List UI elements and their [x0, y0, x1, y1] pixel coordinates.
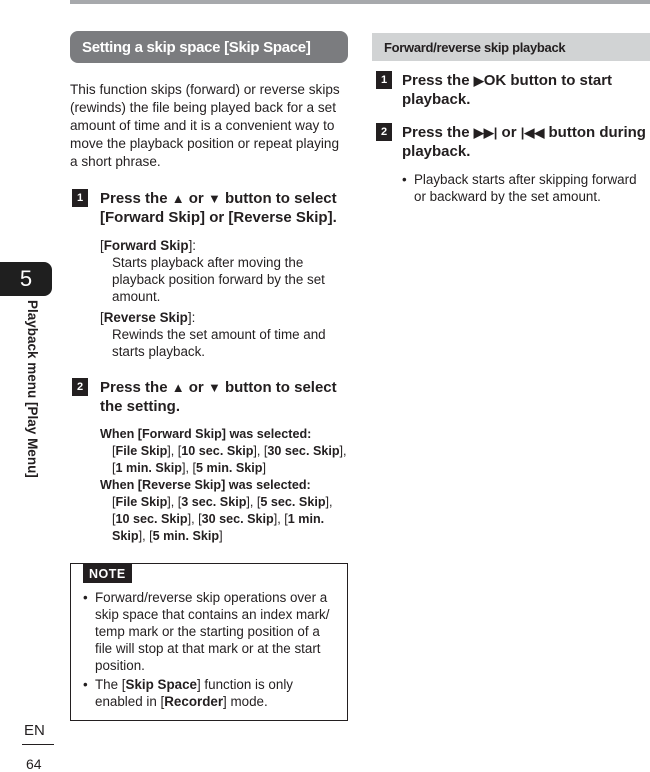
section-heading-right: Forward/reverse skip playback [372, 33, 650, 61]
term: Forward Skip [103, 238, 189, 253]
top-rule [70, 0, 650, 4]
text: ]. [327, 209, 337, 226]
term: Skip Space [125, 677, 197, 692]
option: 10 sec. Skip [181, 444, 254, 458]
option: 5 min. Skip [196, 461, 263, 475]
forward-skip-options: When [Forward Skip] was selected: [File Skip], [10 sec. Skip], [30 sec. Skip], [1 min. Skip], [5 min. Skip] When [Reverse Skip] was selected: [File Skip], [3 sec. Skip], [5 sec. Skip], [10 sec. Skip], [30 sec. Skip], [1 min. Skip], [5 min. Skip] [100, 427, 347, 543]
option: File Skip [115, 495, 168, 509]
term: Forward Skip [141, 427, 222, 441]
option: 1 min. Skip [112, 512, 325, 543]
option-reverse-skip: Reverse Skip [233, 209, 328, 226]
option-forward-skip: Forward Skip [105, 209, 201, 226]
text: or [497, 124, 521, 141]
step-title [100, 189, 348, 227]
note-list [81, 589, 337, 710]
right-step-1 [372, 71, 650, 109]
text: [ [100, 238, 104, 253]
option: File Skip [115, 444, 168, 458]
definition-reverse-skip [100, 309, 348, 360]
note-label: NOTE [83, 564, 132, 583]
intro-paragraph: This function skips (forward) or reverse skips (rewinds) the file being played back for a set amount of time and it is a convenient way to move the playback position or repeat playing a short phrase. [70, 82, 340, 169]
up-arrow-icon: ▲ [171, 191, 185, 206]
step-number: 2 [376, 123, 392, 141]
term: Reverse Skip [141, 478, 222, 492]
text: [ [100, 310, 104, 325]
text: button to start playback. [402, 72, 613, 108]
text: When [ [100, 478, 142, 492]
text: ]: [188, 238, 197, 253]
text: When [ [100, 427, 142, 441]
text: Press the [100, 190, 172, 207]
option: 5 min. Skip [152, 529, 220, 543]
option: 30 sec. Skip [267, 444, 340, 458]
option: 30 sec. Skip [201, 512, 274, 526]
text: or [184, 190, 208, 207]
text: button to select the setting. [100, 379, 337, 415]
definition-forward-skip [100, 237, 348, 305]
play-icon: ▶ [473, 73, 484, 88]
right-column [372, 33, 650, 205]
definition-text: Rewinds the set amount of time and starts playback. [112, 327, 326, 359]
bullet-item: • Playback starts after skipping forward or backward by the set amount. [402, 171, 650, 205]
option: 10 sec. Skip [115, 512, 188, 526]
text: The [ [95, 677, 126, 692]
rewind-icon: |◀◀ [520, 125, 545, 140]
text: Press the [100, 379, 172, 396]
term: Reverse Skip [103, 310, 188, 325]
definition-text: Starts playback after moving the playback position forward by the set amount. [112, 255, 325, 304]
option: 5 sec. Skip [260, 495, 326, 509]
right-step-2 [372, 123, 650, 205]
step-number: 1 [72, 189, 88, 207]
text: ] function is only enabled in [ [95, 677, 293, 709]
side-section-title: Playback menu [Play Menu] [25, 300, 40, 478]
step-title [402, 123, 650, 161]
step-title [402, 71, 650, 109]
step-number: 2 [72, 378, 88, 396]
note-item [81, 676, 337, 710]
side-title-wrap [26, 300, 46, 600]
language-label: EN [24, 722, 45, 739]
step-title [100, 378, 348, 416]
chapter-number: 5 [19, 266, 33, 291]
step-number: 1 [376, 71, 392, 89]
text: ]: [187, 310, 196, 325]
option: 3 sec. Skip [181, 495, 247, 509]
chapter-tab[interactable] [0, 262, 52, 296]
section-heading: Setting a skip space [Skip Space] [70, 31, 348, 63]
text: button to select [ [100, 190, 337, 226]
text: Press the [402, 72, 474, 89]
page-number: 64 [26, 756, 42, 772]
down-arrow-icon: ▼ [207, 191, 221, 206]
text: ] or [ [200, 209, 234, 226]
note-box [70, 563, 348, 721]
step-2 [70, 378, 348, 545]
up-arrow-icon: ▲ [171, 380, 185, 395]
text: Press the [402, 124, 474, 141]
text: ] mode. [223, 694, 268, 709]
fast-forward-icon: ▶▶| [473, 125, 498, 140]
text: button during playback. [402, 124, 646, 160]
text: ] was selected: [221, 478, 311, 492]
option: 1 min. Skip [115, 461, 182, 475]
ok-label: OK [483, 72, 507, 89]
down-arrow-icon: ▼ [207, 380, 221, 395]
text: ] was selected: [221, 427, 312, 441]
note-item: • Forward/reverse skip operations over a skip space that contains an index mark/ temp mark or the starting position of a file will stop at that mark or at the start position. [81, 589, 337, 674]
text: or [184, 379, 208, 396]
step-1 [70, 189, 348, 360]
term: Recorder [164, 694, 224, 709]
language-divider [22, 744, 54, 745]
left-column [70, 31, 348, 721]
